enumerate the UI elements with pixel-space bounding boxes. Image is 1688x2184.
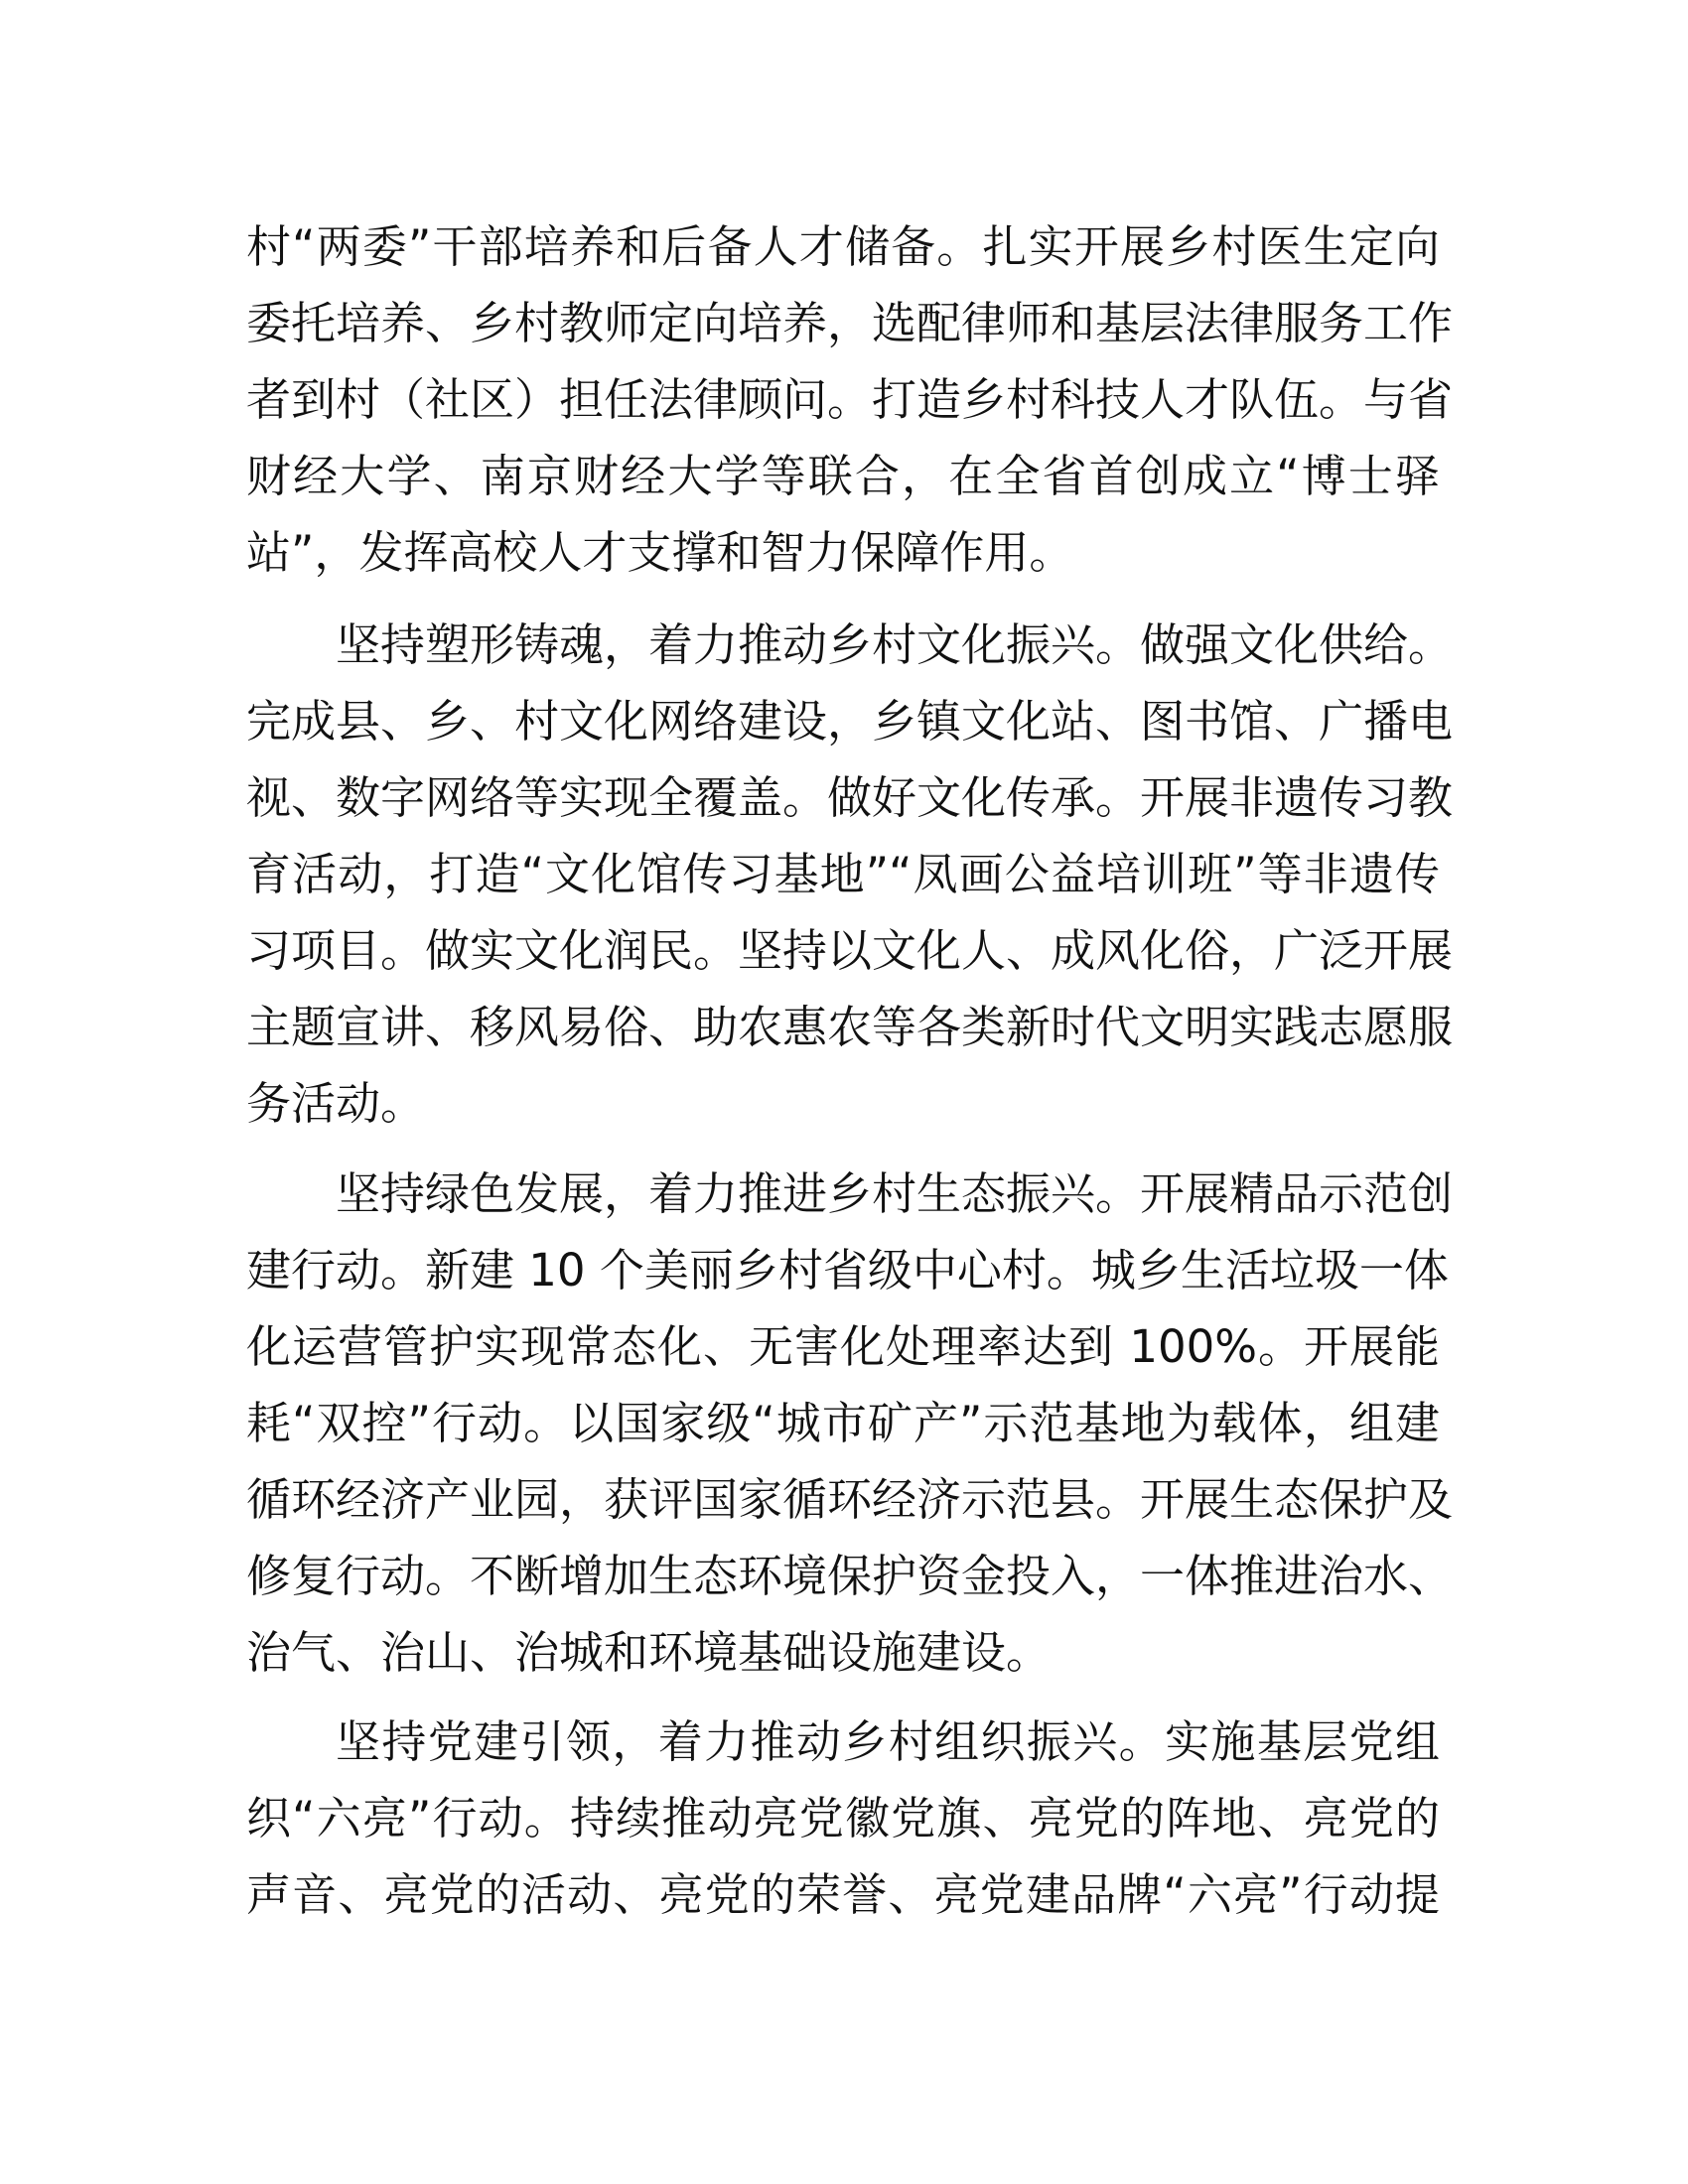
text-line: 坚持党建引领，着力推动乡村组织振兴。实施基层党组	[336, 1715, 1440, 1768]
text-line: 坚持绿色发展，着力推进乡村生态振兴。开展精品示范创	[336, 1167, 1454, 1220]
text-line: 织“六亮”行动。持续推动亮党徽党旗、亮党的阵地、亮党的	[246, 1792, 1440, 1844]
text-line: 育活动，打造“文化馆传习基地”“凤画公益培训班”等非遗传	[246, 848, 1440, 900]
paragraph-ecology	[246, 1156, 1454, 1691]
text-line: 治气、治山、治城和环境基础设施建设。	[246, 1626, 1052, 1679]
paragraph-talent-continued	[246, 208, 1454, 591]
text-line: 务活动。	[246, 1077, 426, 1130]
text-line: 视、数字网络等实现全覆盖。做好文化传承。开展非遗传习教	[246, 771, 1454, 824]
text-line: 耗“双控”行动。以国家级“城市矿产”示范基地为载体，组建	[246, 1397, 1440, 1449]
text-line: 坚持塑形铸魂，着力推动乡村文化振兴。做强文化供给。	[336, 618, 1454, 671]
text-line: 村“两委”干部培养和后备人才储备。扎实开展乡村医生定向	[246, 220, 1440, 273]
text-line: 声音、亮党的活动、亮党的荣誉、亮党建品牌“六亮”行动提	[246, 1868, 1440, 1921]
text-line: 主题宣讲、移风易俗、助农惠农等各类新时代文明实践志愿服	[246, 1001, 1454, 1053]
text-line: 修复行动。不断增加生态环境保护资金投入，一体推进治水、	[246, 1550, 1454, 1602]
paragraph-culture	[246, 607, 1454, 1142]
text-line: 建行动。新建 10 个美丽乡村省级中心村。城乡生活垃圾一体	[246, 1244, 1449, 1297]
text-line: 站”，发挥高校人才支撑和智力保障作用。	[246, 526, 1074, 579]
text-line: 财经大学、南京财经大学等联合，在全省首创成立“博士驿	[246, 450, 1440, 502]
text-line: 循环经济产业园，获评国家循环经济示范县。开展生态保护及	[246, 1473, 1454, 1526]
text-line: 者到村（社区）担任法律顾问。打造乡村科技人才队伍。与省	[246, 373, 1454, 426]
text-line: 委托培养、乡村教师定向培养，选配律师和基层法律服务工作	[246, 297, 1454, 349]
text-line: 习项目。做实文化润民。坚持以文化人、成风化俗，广泛开展	[246, 924, 1454, 977]
text-line: 化运营管护实现常态化、无害化处理率达到 100%。开展能	[246, 1320, 1440, 1373]
text-line: 完成县、乡、村文化网络建设，乡镇文化站、图书馆、广播电	[246, 695, 1454, 748]
paragraph-organization	[246, 1704, 1440, 1933]
